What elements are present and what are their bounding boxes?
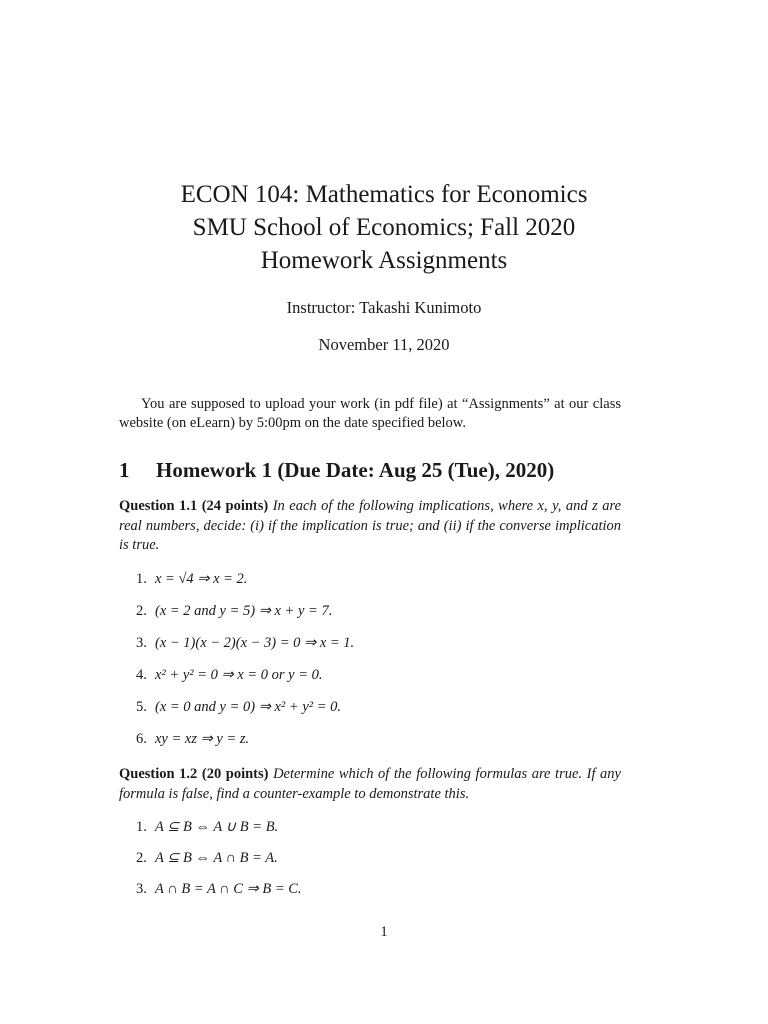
- section-number: 1: [119, 458, 130, 482]
- question-1-2: [119, 765, 621, 804]
- list-item: 5. (x = 0 and y = 0) ⇒ x² + y² = 0.: [136, 699, 342, 715]
- document-title: [0, 178, 768, 277]
- list-item: 2. A ⊆ B ⇔ A ∩ B = A.: [136, 850, 278, 866]
- list-item: 1. A ⊆ B ⇔ A ∪ B = B.: [136, 819, 279, 835]
- instructor-line: Instructor: Takashi Kunimoto: [286, 298, 482, 317]
- list-item: 2. (x = 2 and y = 5) ⇒ x + y = 7.: [136, 603, 333, 619]
- question-text: In each of the following implications, where x, y, and z are real numbers, decide: (i) if the implication is true; and (ii) if the converse implication is true.: [119, 498, 622, 553]
- question-label: Question 1.2 (20 points): [119, 766, 269, 782]
- section-title: Homework 1 (Due Date: Aug 25 (Tue), 2020): [156, 458, 555, 482]
- document-date: November 11, 2020: [318, 335, 450, 354]
- list-item: 4. x² + y² = 0 ⇒ x = 0 or y = 0.: [136, 667, 323, 683]
- page-number: 1: [380, 924, 388, 940]
- question-1-1: [119, 497, 621, 556]
- title-assignments: Homework Assignments: [260, 247, 508, 274]
- title-course: ECON 104: Mathematics for Economics: [180, 181, 588, 208]
- intro-paragraph: You are supposed to upload your work (in pdf file) at “Assignments” at our class website (on eLearn) by 5:00pm on the date specified below.: [119, 396, 621, 431]
- title-school: SMU School of Economics; Fall 2020: [192, 214, 576, 241]
- question-text: Determine which of the following formulas are true. If any formula is false, find a counter-example to demonstrate this.: [119, 766, 621, 802]
- list-item: 3. (x − 1)(x − 2)(x − 3) = 0 ⇒ x = 1.: [136, 635, 355, 651]
- list-item: 6. xy = xz ⇒ y = z.: [136, 731, 250, 747]
- question-label: Question 1.1 (24 points): [119, 498, 269, 514]
- section-heading: [119, 458, 554, 483]
- list-item: 3. A ∩ B = A ∩ C ⇒ B = C.: [136, 881, 302, 897]
- list-item: 1. x = √4 ⇒ x = 2.: [136, 571, 248, 587]
